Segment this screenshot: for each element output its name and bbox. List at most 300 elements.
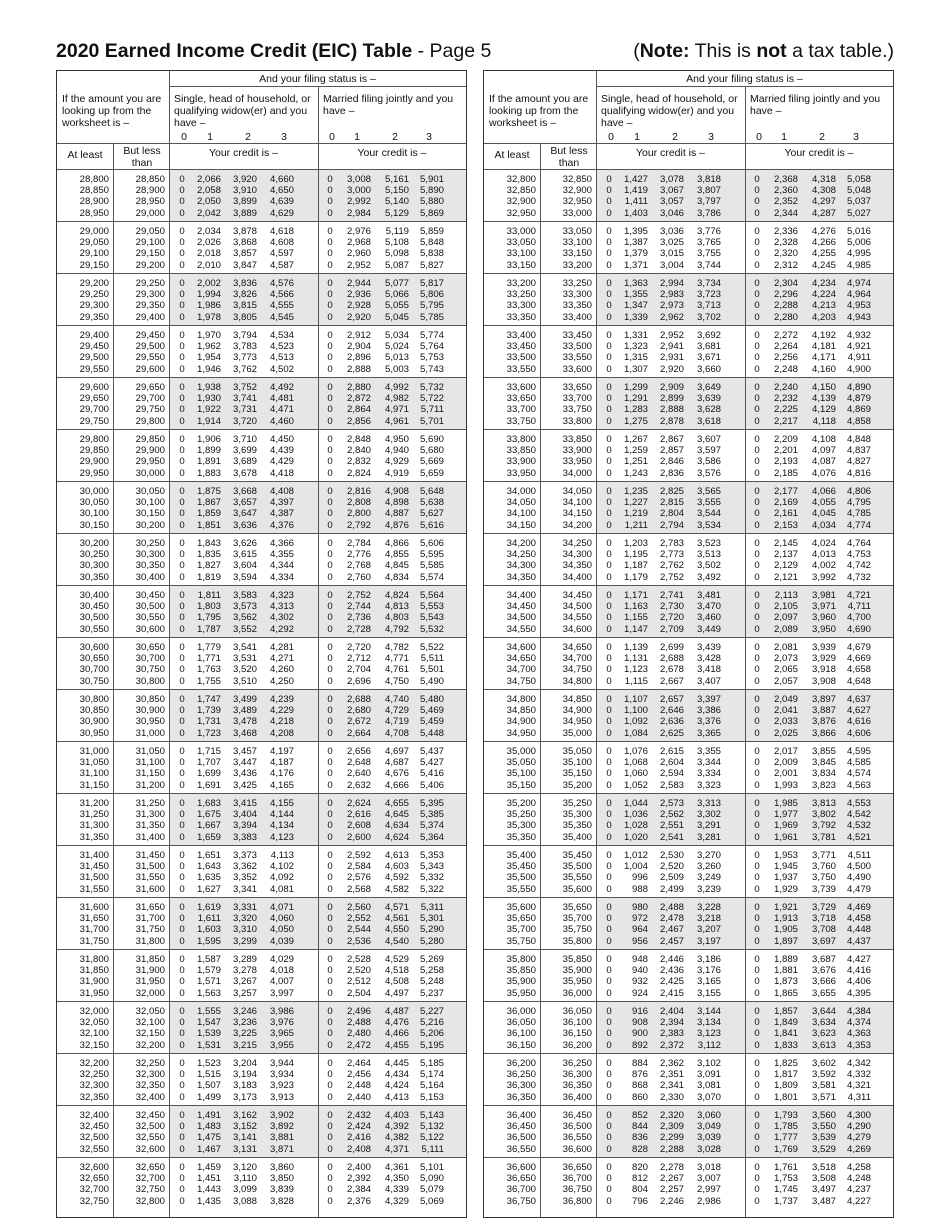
single-0-cell: 0 [606, 860, 612, 872]
married-0-cell: 0 [327, 987, 333, 999]
single-0-cell: 0 [179, 883, 185, 895]
at-least-cell: 33,350 [506, 311, 536, 323]
but-less-than-cell: 29,550 [135, 352, 165, 364]
table-row [57, 404, 466, 415]
single-0-cell: 0 [606, 404, 612, 416]
single-2-cell: 2,267 [659, 1172, 684, 1184]
single-2-cell: 2,867 [659, 433, 684, 445]
single-2-cell: 3,910 [232, 184, 257, 196]
table-row [57, 798, 466, 809]
married-0-cell: 0 [327, 207, 333, 219]
single-1-cell: 1,994 [196, 288, 221, 300]
married-0-cell: 0 [327, 1080, 333, 1092]
at-least-cell: 31,200 [79, 797, 109, 809]
single-0-cell: 0 [606, 600, 612, 612]
single-0-cell: 0 [179, 340, 185, 352]
single-0-cell: 0 [606, 901, 612, 913]
married-3-cell: 4,332 [846, 1068, 871, 1080]
but-less-than-cell: 35,400 [562, 831, 592, 843]
single-3-cell: 2,997 [696, 1184, 721, 1196]
single-1-cell: 1,803 [196, 600, 221, 612]
married-3-cell: 5,248 [419, 976, 444, 988]
table-row [57, 560, 466, 571]
single-0-cell: 0 [606, 716, 612, 728]
single-0-cell: 0 [606, 467, 612, 479]
table-row [484, 330, 893, 341]
married-3-cell: 4,911 [847, 352, 871, 364]
single-3-cell: 4,208 [269, 727, 294, 739]
single-1-cell: 956 [631, 935, 648, 947]
single-3-cell: 4,176 [269, 768, 294, 780]
single-1-cell: 1,603 [196, 924, 221, 936]
but-less-than-cell: 30,450 [135, 589, 165, 601]
single-3-cell: 3,744 [696, 259, 721, 271]
married-2-cell: 4,529 [384, 953, 409, 965]
married-2-cell: 4,024 [811, 537, 836, 549]
single-1-cell: 828 [631, 1143, 648, 1155]
table-rule [484, 429, 893, 430]
single-1-cell: 1,084 [623, 727, 648, 739]
but-less-than-cell: 34,400 [562, 571, 592, 583]
married-2-cell: 4,466 [384, 1028, 409, 1040]
married-1-cell: 2,936 [346, 288, 371, 300]
but-less-than-cell: 29,250 [135, 277, 165, 289]
but-less-than-cell: 36,650 [562, 1161, 592, 1173]
single-2-cell: 3,289 [232, 953, 257, 965]
at-least-cell: 30,100 [79, 508, 109, 520]
single-0-cell: 0 [179, 901, 185, 913]
but-less-than-cell: 34,100 [562, 496, 592, 508]
single-0-cell: 0 [606, 311, 612, 323]
single-3-cell: 3,555 [696, 496, 721, 508]
at-least-cell: 32,800 [506, 173, 536, 185]
married-1-cell: 1,769 [773, 1143, 798, 1155]
at-least-cell: 34,500 [506, 612, 536, 624]
married-2-cell: 5,150 [384, 184, 409, 196]
single-0-cell: 0 [606, 623, 612, 635]
married-3-cell: 5,659 [419, 467, 444, 479]
married-0-cell: 0 [327, 745, 333, 757]
but-less-than-cell: 30,950 [135, 716, 165, 728]
single-3-cell: 4,187 [269, 756, 294, 768]
single-3-cell: 4,366 [269, 537, 294, 549]
table-row [57, 312, 466, 323]
but-less-than-cell: 30,550 [135, 612, 165, 624]
married-1-cell: 2,592 [346, 849, 371, 861]
single-3-cell: 4,660 [269, 173, 294, 185]
married-0-cell: 0 [754, 571, 760, 583]
married-1-cell: 2,688 [346, 693, 371, 705]
table-row [484, 872, 893, 883]
single-3-cell: 3,470 [696, 600, 721, 612]
single-3-cell: 3,197 [696, 935, 721, 947]
single-0-cell: 0 [606, 1039, 612, 1051]
single-1-cell: 908 [631, 1016, 648, 1028]
table-row [57, 1080, 466, 1091]
at-least-cell: 31,250 [79, 808, 109, 820]
single-3-cell: 3,091 [696, 1068, 721, 1080]
single-0-cell: 0 [179, 433, 185, 445]
at-least-cell: 32,050 [79, 1016, 109, 1028]
but-less-than-cell: 29,300 [135, 288, 165, 300]
married-2-cell: 3,634 [811, 1016, 836, 1028]
married-0-cell: 0 [327, 704, 333, 716]
table-row [57, 976, 466, 987]
married-3-cell: 5,406 [419, 779, 444, 791]
at-least-cell: 31,350 [79, 831, 109, 843]
single-0-cell: 0 [606, 508, 612, 520]
married-3-cell: 4,858 [846, 415, 871, 427]
table-row [484, 341, 893, 352]
married-0-cell: 0 [754, 768, 760, 780]
single-2-cell: 2,309 [659, 1120, 684, 1132]
married-2-cell: 4,761 [384, 664, 409, 676]
single-2-cell: 2,699 [659, 641, 684, 653]
single-2-cell: 3,615 [232, 548, 257, 560]
single-1-cell: 924 [631, 987, 648, 999]
table-row [484, 1121, 893, 1132]
married-1-cell: 2,137 [773, 548, 798, 560]
married-0-cell: 0 [327, 1132, 333, 1144]
single-3-cell: 4,218 [269, 716, 294, 728]
married-1-cell: 1,897 [773, 935, 798, 947]
married-1-cell: 2,624 [346, 797, 371, 809]
single-1-cell: 1,491 [196, 1109, 221, 1121]
single-0-cell: 0 [179, 953, 185, 965]
married-0-cell: 0 [754, 924, 760, 936]
but-less-than-cell: 33,000 [562, 207, 592, 219]
married-0-cell: 0 [327, 1057, 333, 1069]
married-2-cell: 5,108 [384, 236, 409, 248]
table-row [484, 757, 893, 768]
married-1-cell: 2,816 [346, 485, 371, 497]
married-3-cell: 4,711 [847, 600, 871, 612]
at-least-cell: 36,300 [506, 1080, 536, 1092]
table-row [57, 676, 466, 687]
eic-table-right [483, 70, 894, 1218]
single-1-cell: 1,219 [623, 508, 648, 520]
single-3-cell: 3,439 [696, 641, 721, 653]
at-least-cell: 33,300 [506, 300, 536, 312]
married-0-cell: 0 [327, 727, 333, 739]
single-0-cell: 0 [179, 508, 185, 520]
married-2-cell: 4,866 [384, 537, 409, 549]
table-row [484, 1110, 893, 1121]
married-2-cell: 4,066 [811, 485, 836, 497]
single-3-cell: 3,797 [696, 196, 721, 208]
single-1-cell: 1,115 [624, 675, 648, 687]
single-3-cell: 4,113 [270, 849, 294, 861]
married-2-cell: 4,234 [811, 277, 836, 289]
married-3-cell: 4,563 [846, 779, 871, 791]
single-1-cell: 1,819 [196, 571, 221, 583]
married-3-cell: 5,869 [419, 207, 444, 219]
single-3-cell: 4,092 [269, 872, 294, 884]
but-less-than-cell: 29,050 [135, 225, 165, 237]
single-1-cell: 1,835 [196, 548, 221, 560]
married-3-cell: 5,564 [419, 589, 444, 601]
married-2-cell: 4,087 [811, 456, 836, 468]
married-1-cell: 2,296 [773, 288, 798, 300]
single-2-cell: 2,825 [659, 485, 684, 497]
table-row [484, 809, 893, 820]
at-least-cell: 30,650 [79, 652, 109, 664]
single-1-cell: 932 [631, 976, 648, 988]
single-1-cell: 1,483 [196, 1120, 221, 1132]
but-less-than-cell: 36,000 [562, 987, 592, 999]
single-2-cell: 2,478 [659, 912, 684, 924]
at-least-cell: 31,450 [79, 860, 109, 872]
married-2-cell: 4,666 [384, 779, 409, 791]
married-1-cell: 2,424 [346, 1120, 371, 1132]
single-0-cell: 0 [179, 392, 185, 404]
but-less-than-cell: 34,050 [562, 485, 592, 497]
married-3-cell: 4,384 [846, 1005, 871, 1017]
married-0-cell: 0 [754, 641, 760, 653]
married-1-cell: 2,496 [346, 1005, 371, 1017]
single-0-cell: 0 [179, 589, 185, 601]
married-3-cell: 5,638 [419, 496, 444, 508]
single-1-cell: 1,859 [196, 508, 221, 520]
table-row [57, 1196, 466, 1207]
but-less-than-cell: 36,400 [562, 1091, 592, 1103]
at-least-cell: 28,850 [79, 184, 109, 196]
table-rule [484, 169, 893, 170]
at-least-cell: 33,200 [506, 277, 536, 289]
married-3-cell: 5,185 [419, 1057, 444, 1069]
but-less-than-cell: 29,650 [135, 381, 165, 393]
but-less-than-cell: 36,150 [562, 1028, 592, 1040]
married-0-cell: 0 [754, 381, 760, 393]
married-3-cell: 5,385 [419, 808, 444, 820]
at-least-cell: 31,550 [79, 883, 109, 895]
table-row [57, 572, 466, 583]
at-least-cell: 30,200 [79, 537, 109, 549]
married-3-cell: 5,774 [419, 329, 444, 341]
married-2-cell: 3,771 [811, 849, 836, 861]
married-3-cell: 5,890 [419, 184, 444, 196]
at-least-cell: 28,800 [79, 173, 109, 185]
married-2-cell: 5,077 [384, 277, 409, 289]
single-0-cell: 0 [179, 1016, 185, 1028]
married-2-cell: 4,108 [811, 433, 836, 445]
but-less-than-cell: 36,750 [562, 1184, 592, 1196]
single-0-cell: 0 [179, 485, 185, 497]
single-2-cell: 3,057 [659, 196, 684, 208]
married-1-cell: 1,985 [773, 797, 798, 809]
single-3-cell: 3,270 [696, 849, 721, 861]
married-3-cell: 4,732 [846, 571, 871, 583]
single-3-cell: 3,597 [696, 444, 721, 456]
single-1-cell: 1,131 [623, 652, 648, 664]
single-2-cell: 2,815 [659, 496, 684, 508]
single-2-cell: 2,741 [659, 589, 684, 601]
at-least-cell: 29,150 [79, 259, 109, 271]
but-less-than-cell: 31,850 [135, 953, 165, 965]
married-0-cell: 0 [754, 1039, 760, 1051]
single-0-cell: 0 [179, 675, 185, 687]
married-2-cell: 4,887 [384, 508, 409, 520]
married-1-cell: 2,057 [773, 675, 798, 687]
married-1-cell: 2,209 [773, 433, 798, 445]
single-1-cell: 1,795 [196, 612, 221, 624]
at-least-cell: 34,650 [506, 652, 536, 664]
at-least-cell: 34,350 [506, 571, 536, 583]
at-least-cell: 35,350 [506, 831, 536, 843]
married-2-cell: 3,708 [811, 924, 836, 936]
single-1-cell: 1,715 [196, 745, 221, 757]
single-2-cell: 2,594 [659, 768, 684, 780]
married-0-cell: 0 [754, 1172, 760, 1184]
single-2-cell: 2,857 [659, 444, 684, 456]
married-2-cell: 4,634 [384, 820, 409, 832]
married-0-cell: 0 [754, 496, 760, 508]
but-less-than-cell: 29,500 [135, 340, 165, 352]
single-1-cell: 900 [631, 1028, 648, 1040]
at-least-cell: 35,950 [506, 987, 536, 999]
but-less-than-cell: 33,400 [562, 311, 592, 323]
married-3-cell: 5,280 [419, 935, 444, 947]
married-3-cell: 4,248 [846, 1172, 871, 1184]
single-3-cell: 3,892 [269, 1120, 294, 1132]
married-2-cell: 3,571 [811, 1091, 836, 1103]
single-0-cell: 0 [179, 467, 185, 479]
table-row [57, 538, 466, 549]
single-3-cell: 3,955 [269, 1039, 294, 1051]
single-2-cell: 2,973 [659, 300, 684, 312]
married-1-cell: 2,264 [773, 340, 798, 352]
married-2-cell: 4,876 [384, 519, 409, 531]
single-2-cell: 2,762 [659, 560, 684, 572]
at-least-cell: 32,900 [506, 196, 536, 208]
single-3-cell: 4,429 [269, 456, 294, 468]
but-less-than-cell: 31,350 [135, 820, 165, 832]
single-3-cell: 4,050 [269, 924, 294, 936]
single-3-cell: 3,334 [696, 768, 721, 780]
married-0-cell: 0 [754, 519, 760, 531]
single-3-cell: 3,944 [269, 1057, 294, 1069]
table-row [57, 289, 466, 300]
single-2-cell: 2,657 [659, 693, 684, 705]
married-1-cell: 2,544 [346, 924, 371, 936]
single-1-cell: 1,507 [196, 1080, 221, 1092]
married-2-cell: 4,339 [384, 1184, 409, 1196]
single-2-cell: 2,836 [659, 467, 684, 479]
but-less-than-cell: 32,800 [135, 1195, 165, 1207]
married-1-cell: 2,448 [346, 1080, 371, 1092]
table-rule [57, 429, 466, 430]
married-0-cell: 0 [754, 404, 760, 416]
single-0-cell: 0 [606, 820, 612, 832]
but-less-than-cell: 28,850 [135, 173, 165, 185]
table-row [57, 1092, 466, 1103]
single-1-cell: 1,435 [196, 1195, 221, 1207]
single-2-cell: 3,899 [232, 196, 257, 208]
married-0-cell: 0 [754, 1005, 760, 1017]
single-1-cell: 988 [631, 883, 648, 895]
single-2-cell: 2,709 [659, 623, 684, 635]
single-1-cell: 1,283 [623, 404, 648, 416]
but-less-than-cell: 35,350 [562, 820, 592, 832]
but-less-than-cell: 31,600 [135, 883, 165, 895]
single-2-cell: 3,783 [232, 340, 257, 352]
single-1-cell: 980 [631, 901, 648, 913]
married-0-cell: 0 [327, 912, 333, 924]
at-least-cell: 33,100 [506, 248, 536, 260]
married-3-cell: 5,606 [419, 537, 444, 549]
married-1-cell: 2,584 [346, 860, 371, 872]
single-2-cell: 2,562 [659, 808, 684, 820]
single-2-cell: 3,152 [232, 1120, 257, 1132]
single-2-cell: 3,478 [232, 716, 257, 728]
married-1-cell: 2,552 [346, 912, 371, 924]
married-2-cell: 3,918 [811, 664, 836, 676]
single-0-cell: 0 [606, 352, 612, 364]
single-2-cell: 2,878 [659, 415, 684, 427]
table-row [484, 237, 893, 248]
but-less-than-cell: 34,850 [562, 693, 592, 705]
at-least-cell: 33,500 [506, 352, 536, 364]
single-3-cell: 4,492 [269, 381, 294, 393]
single-1-cell: 852 [631, 1109, 648, 1121]
single-0-cell: 0 [179, 352, 185, 364]
at-least-cell: 31,850 [79, 964, 109, 976]
married-2-cell: 5,024 [384, 340, 409, 352]
but-less-than-cell: 30,600 [135, 623, 165, 635]
at-least-cell: 32,550 [79, 1143, 109, 1155]
single-0-cell: 0 [179, 912, 185, 924]
married-1-cell: 2,672 [346, 716, 371, 728]
at-least-cell: 34,550 [506, 623, 536, 635]
table-row [484, 976, 893, 987]
married-2-cell: 4,276 [811, 225, 836, 237]
table-row [484, 798, 893, 809]
single-0-cell: 0 [606, 589, 612, 601]
single-3-cell: 4,502 [269, 363, 294, 375]
table-row [484, 590, 893, 601]
table-rule [484, 949, 893, 950]
single-1-cell: 1,787 [196, 623, 221, 635]
but-less-than-cell: 32,550 [135, 1132, 165, 1144]
table-row [57, 196, 466, 207]
but-less-than-cell: 34,450 [562, 589, 592, 601]
married-2-cell: 4,318 [811, 173, 836, 185]
table-row [484, 1162, 893, 1173]
married-3-cell: 4,227 [846, 1195, 871, 1207]
married-1-cell: 2,792 [346, 519, 371, 531]
table-row [484, 393, 893, 404]
table-row [57, 861, 466, 872]
married-0-cell: 0 [754, 236, 760, 248]
married-1-cell: 2,840 [346, 444, 371, 456]
single-3-cell: 4,155 [269, 797, 294, 809]
married-3-cell: 4,816 [846, 467, 871, 479]
single-1-cell: 876 [631, 1068, 648, 1080]
married-1-cell: 2,384 [346, 1184, 371, 1196]
married-2-cell: 4,571 [384, 901, 409, 913]
single-3-cell: 3,123 [696, 1028, 721, 1040]
single-0-cell: 0 [606, 1161, 612, 1173]
table-row [484, 861, 893, 872]
married-3-cell: 4,648 [846, 675, 871, 687]
married-3-cell: 5,006 [846, 236, 871, 248]
single-0-cell: 0 [179, 173, 185, 185]
single-2-cell: 2,320 [659, 1109, 684, 1121]
married-2-cell: 3,950 [811, 623, 836, 635]
married-2-cell: 3,760 [811, 860, 836, 872]
at-least-cell: 34,450 [506, 600, 536, 612]
at-least-cell: 34,800 [506, 693, 536, 705]
